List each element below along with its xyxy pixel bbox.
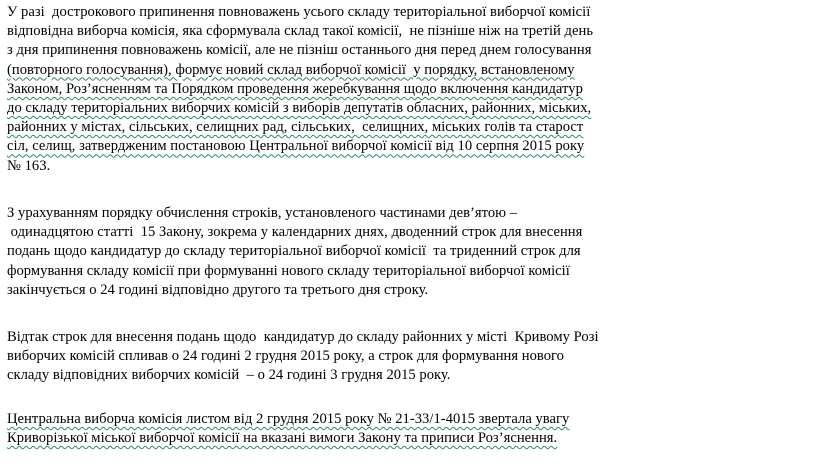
paragraph-line: (повторного голосування), формує новий склад виборчої комісії у порядку, встановленому [7, 61, 575, 78]
paragraph-early-termination [7, 3, 593, 176]
paragraph-line: сіл, селищ, затвердженим постановою Центральної виборчої комісії від 10 серпня 2015 року [7, 138, 585, 155]
paragraph-line: Законом, Роз’ясненням та Порядком проведення жеребкування щодо включення кандидатур [7, 80, 583, 97]
paragraph-line: Криворізької міської виборчої комісії на вказані вимоги Закону та приписи Роз’яснення. [7, 430, 558, 447]
paragraph-line: одинадцятою статті 15 Закону, зокрема у календарних днях, дводенний строк для внесення [7, 224, 583, 241]
paragraph-line: складу відповідних виборчих комісій – о 24 годині 3 грудня 2015 року. [7, 367, 451, 384]
paragraph-line: з дня припинення повноважень комісії, але не пізніш останнього дня перед днем голосування [7, 42, 592, 59]
paragraph-line: У разі дострокового припинення повноважень усього складу територіальної виборчої комісії [7, 4, 591, 20]
paragraph-kryvyi-rih-deadline [7, 328, 599, 386]
paragraph-deadline-calculation [7, 204, 582, 300]
paragraph-line: формування складу комісії при формуванні нового складу територіальної виборчої комісії [7, 262, 570, 279]
paragraph-line: Центральна виборча комісія листом від 2 грудня 2015 року № 21-33/1-4015 звертала увагу [7, 411, 570, 427]
paragraph-line: № 163. [7, 157, 51, 174]
paragraph-line: подань щодо кандидатур до складу територіальної виборчої комісії та триденний строк для [7, 243, 581, 260]
paragraph-line: виборчих комісій спливав о 24 годині 2 грудня 2015 року, а строк для формування нового [7, 348, 564, 365]
paragraph-cec-letter [7, 410, 569, 448]
paragraph-line: до складу територіальних виборчих комісій з виборів депутатів обласних, районних, міських, [7, 99, 592, 116]
paragraph-line: З урахуванням порядку обчислення строків, установленого частинами дев’ятою – [7, 205, 518, 221]
paragraph-line: відповідна виборча комісія, яка сформувала склад такої комісії, не пізніше ніж на третій день [7, 23, 594, 40]
paragraph-line: закінчується о 24 годині відповідно другого та третього дня строку. [7, 281, 429, 298]
paragraph-line: Відтак строк для внесення подань щодо кандидатур до складу районних у місті Кривому Розі [7, 329, 599, 345]
paragraph-line: районних у містах, сільських, селищних рад, сільських, селищних, міських голів та старост [7, 119, 584, 136]
